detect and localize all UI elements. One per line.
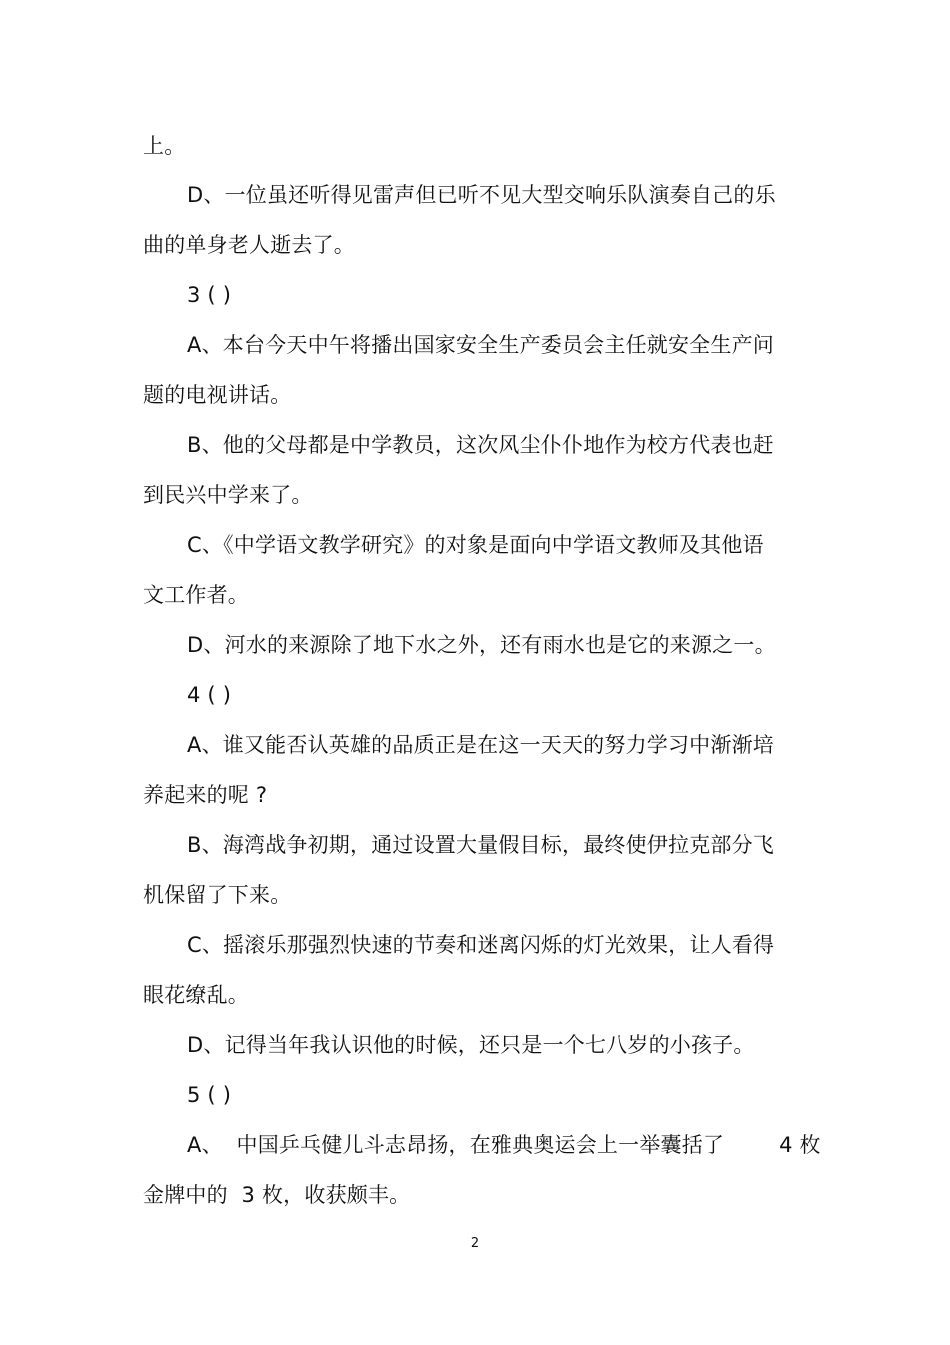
text-line: 到民兴中学来了。 xyxy=(143,483,313,507)
question-number: 4 ( ) xyxy=(187,683,232,707)
text-line: 题的电视讲话。 xyxy=(143,383,292,407)
option-b-line: B、海湾战争初期，通过设置大量假目标，最终使伊拉克部分飞 xyxy=(187,833,775,857)
option-a-line: A、 中国乒乓健儿斗志昂扬，在雅典奥运会上一举囊括了 4 枚 xyxy=(187,1133,821,1157)
option-b-line: B、他的父母都是中学教员，这次风尘仆仆地作为校方代表也赶 xyxy=(187,433,775,457)
option-d-line: D、河水的来源除了地下水之外，还有雨水也是它的来源之一。 xyxy=(187,633,776,657)
text-line: 机保留了下来。 xyxy=(143,883,292,907)
page-number: 2 xyxy=(470,1236,480,1251)
option-c-line: C、《中学语文教学研究》的对象是面向中学语文教师及其他语 xyxy=(187,533,764,557)
question-number: 5 ( ) xyxy=(187,1083,232,1107)
question-number: 3 ( ) xyxy=(187,283,232,307)
text-line: 养起来的呢 ? xyxy=(143,783,268,807)
option-d-line: D、记得当年我认识他的时候，还只是一个七八岁的小孩子。 xyxy=(187,1033,755,1057)
text-line: 金牌中的 3 枚，收获颇丰。 xyxy=(143,1183,411,1207)
option-a-line: A、本台今天中午将播出国家安全生产委员会主任就安全生产问 xyxy=(187,333,774,357)
text-line: 文工作者。 xyxy=(143,583,249,607)
option-c-line: C、摇滚乐那强烈快速的节奏和迷离闪烁的灯光效果，让人看得 xyxy=(187,933,775,957)
option-a-line: A、谁又能否认英雄的品质正是在这一天天的努力学习中渐渐培 xyxy=(187,733,774,757)
option-d-line: D、一位虽还听得见雷声但已听不见大型交响乐队演奏自己的乐 xyxy=(187,183,776,207)
text-line: 眼花缭乱。 xyxy=(143,983,249,1007)
text-line: 上。 xyxy=(143,134,186,158)
text-line: 曲的单身老人逝去了。 xyxy=(143,233,355,257)
